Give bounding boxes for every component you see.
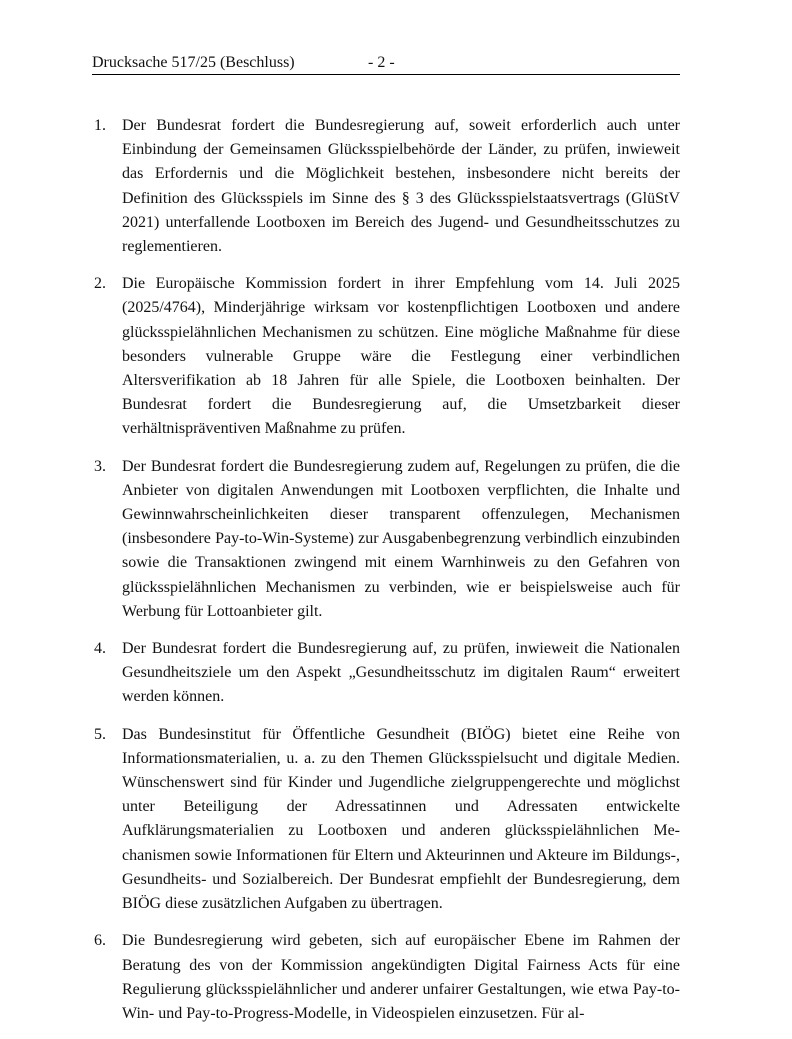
list-item [92,637,680,710]
item-text: Das Bundesinstitut für Öffentliche Gesundheit (BIÖG) bietet eine Reihe von Informationsmaterialien, u. a. zu den Themen Glücksspielsucht und digitale Medien. Wünschenswert sind für Kinder und Jugendliche zielgruppengerechte und möglichst unter Beteiligung der Adressatinnen und Adressaten entwickelte Aufklärungsmaterialien zu Lootboxen und anderen glücksspielähnlichen Mechanismen sowie Informationen für Eltern und Akteurinnen und Akteure im Bildungs-, Gesundheits- und Sozialbereich. Der Bundesrat empfiehlt der Bundesregierung, dem BIÖG diese zusätzlichen Aufgaben zu übertragen. [122,725,680,913]
list-item [92,455,680,624]
page-number: - 2 - [368,54,395,71]
item-number: 3. [94,457,106,475]
item-number: 5. [94,725,106,743]
item-text: Der Bundesrat fordert die Bundesregierung auf, zu prüfen, inwieweit die Nationalen Gesundheitsziele um den Aspekt „Gesundheitsschutz im digitalen Raum“ erweitert werden können. [122,640,680,706]
item-number: 4. [94,640,106,658]
item-text: Der Bundesrat fordert die Bundesregierung zudem auf, Regelungen zu prüfen, die die Anbieter von digitalen Anwendungen mit Lootboxen verpflichten, die Inhalte und Gewinnwahrscheinlichkeiten dieser transparent offenzulegen, Mechanismen (insbesondere Pay-to-Win-Systeme) zur Ausgabenbegrenzung verbindlich einzubinden sowie die Transaktionen zwingend mit einem Warnhinweis zu den Gefahren von glücksspielähnlichen Mechanismen zu verbinden, wie er beispielsweise auch für Werbung für Lottoanbieter gilt. [122,457,680,620]
item-text: Der Bundesrat fordert die Bundesregierung auf, soweit erforderlich auch unter Einbindung der Gemeinsamen Glücksspielbehörde der Länder, zu prüfen, inwieweit das Erfordernis und die Möglichkeit bestehen, insbesondere nicht bereits der Definition des Glücksspiels im Sinne des § 3 des Glücksspielstaatsvertrags (GlüStV 2021) unterfallende Lootboxen im Bereich des Jugend- und Gesundheitsschutzes zu reglementieren. [122,117,680,256]
resolution-list [92,114,680,1039]
item-number: 6. [94,932,106,950]
list-item [92,272,680,441]
list-item [92,723,680,917]
list-item [92,114,680,259]
item-text: Die Bundesregierung wird gebeten, sich auf europäischer Ebene im Rahmen der Beratung des von der Kommission angekündigten Digital Fairness Acts für eine Regulierung glücksspielähnlicher und anderer unfairer Gestaltungen, wie etwa Pay-to-Win- und Pay-to-Progress-Modelle, in Videospielen einzusetzen. Für al- [122,932,680,1022]
document-number: Drucksache 517/25 (Beschluss) [92,54,295,71]
item-number: 2. [94,275,106,293]
item-text: Die Europäische Kommission fordert in ihrer Empfehlung vom 14. Juli 2025 (2025/4764), Minderjährige wirksam vor kostenpflichtigen Lootboxen und andere glücksspielähnlichen Mechanismen zu schützen. Eine mögliche Maßnahme für diese besonders vulnerable Gruppe wäre die Festlegung einer verbindlichen Altersverifikation ab 18 Jahren für alle Spiele, die Lootboxen beinhalten. Der Bundesrat fordert die Bundesregierung auf, die Umsetzbarkeit dieser verhältnispräventiven Maßnahme zu prüfen. [122,275,680,438]
list-item [92,929,680,1026]
item-number: 1. [94,117,106,134]
page-header [92,52,680,75]
